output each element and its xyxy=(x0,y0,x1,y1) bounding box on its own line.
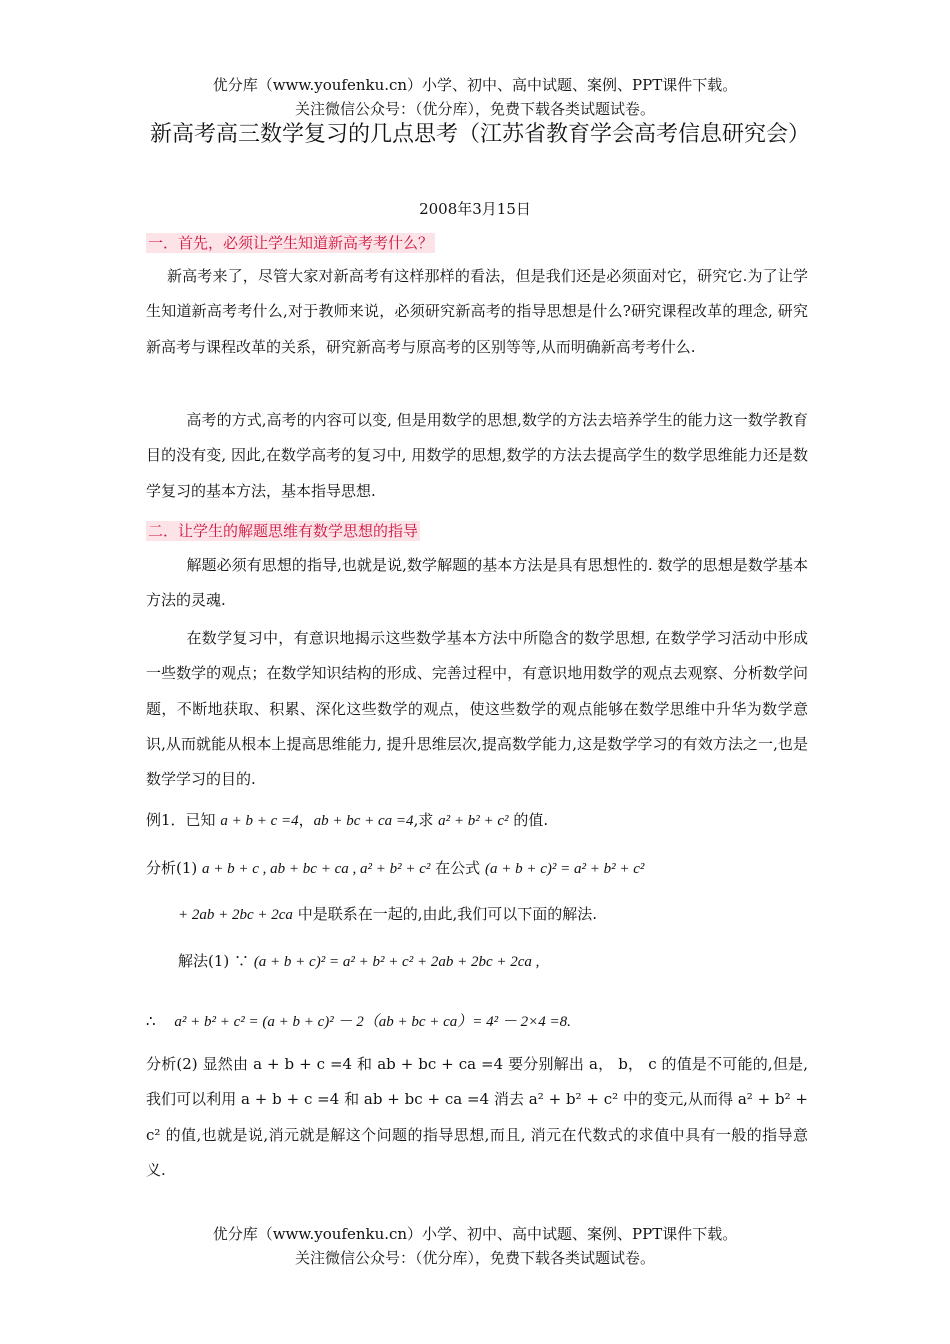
section-1-paragraph-2: 高考的方式,高考的内容可以变, 但是用数学的思想,数学的方法去培养学生的能力这一数学教育目的没有变, 因此,在数学高考的复习中, 用数学的思想,数学的方法去提高学生的数学思维能力还是数学复习的基本方法，基本指导思想. xyxy=(146,411,808,500)
analysis-1-continuation-text: 中是联系在一起的,由此,我们可以下面的解法. xyxy=(297,905,598,923)
analysis-1-continuation xyxy=(178,902,597,927)
example-label: 例1．已知 xyxy=(146,811,216,829)
example-condition-2: ab + bc + ca =4 xyxy=(313,813,414,829)
example-target: a² + b² + c² xyxy=(438,813,509,829)
page-title: 新高考高三数学复习的几点思考（江苏省教育学会高考信息研究会） xyxy=(150,122,811,147)
example-tail: 的值. xyxy=(513,811,549,829)
section-1-paragraph-1: 新高考来了，尽管大家对新高考有这样那样的看法，但是我们还是必须面对它，研究它.为了让学生知道新高考考什么,对于教师来说，必须研究新高考的指导思想是什么?研究课程改革的理念, 研究新高考与课程改革的关系，研究新高考与原高考的区别等等,从而明确新高考考什么. xyxy=(146,267,808,356)
footer-line-1: 优分库（www.youfenku.cn）小学、初中、高中试题、案例、PPT课件下载。 xyxy=(212,1225,738,1243)
footer-line-2: 关注微信公众号：（优分库），免费下载各类试题试卷。 xyxy=(294,1249,655,1267)
section-2-paragraph-2: 在数学复习中，有意识地揭示这些数学基本方法中所隐含的数学思想, 在数学学习活动中形成一些数学的观点；在数学知识结构的形成、完善过程中，有意识地用数学的观点去观察、分析数学问题，不断地获取、积累、深化这些数学的观点，使这些数学的观点能够在数学思维中升华为数学意识,从而就能从根本上提高思维能力, 提升思维层次,提高数学能力,这是数学学习的有效方法之一,也是数学学习的目的. xyxy=(146,629,808,789)
example-separator: ， xyxy=(298,811,314,829)
analysis-1-formula: (a + b + c)² = a² + b² + c² xyxy=(484,861,645,877)
example-1 xyxy=(146,808,548,833)
example-ask: ,求 xyxy=(413,811,434,829)
analysis-1-expressions: a + b + c , ab + bc + ca , a² + b² + c² xyxy=(202,861,431,877)
analysis-1-mid: 在公式 xyxy=(435,859,481,877)
analysis-1-continuation-formula: + 2ab + 2bc + 2ca xyxy=(178,907,293,923)
therefore-symbol: ∴ xyxy=(146,1012,156,1030)
section-1-heading: 一．首先，必须让学生知道新高考考什么？ xyxy=(148,234,434,252)
analysis-2-paragraph: 分析(2) 显然由 a + b + c =4 和 ab + bc + ca =4 要分别解出 a， b， c 的值是不可能的,但是,我们可以利用 a + b + c =4 和 ab + bc + ca =4 消去 a² + b² + c² 中的变元,从而得 a² + b² + c² 的值,也就是说,消元就是解这个问题的指导思想,而且, 消元在代数式的求值中具有一般的指导意义. xyxy=(146,1055,808,1179)
analysis-1-line xyxy=(146,856,644,881)
solution-1-label: 解法(1) ∵ xyxy=(178,952,250,970)
header-line-1: 优分库（www.youfenku.cn）小学、初中、高中试题、案例、PPT课件下载。 xyxy=(212,76,738,94)
therefore-formula: a² + b² + c² = (a + b + c)² － 2（ab + bc + ca）= 4² － 2×4 =8. xyxy=(174,1014,571,1030)
header-line-2: 关注微信公众号：（优分库），免费下载各类试题试卷。 xyxy=(294,100,655,118)
therefore-line xyxy=(146,1009,571,1034)
solution-1-line xyxy=(178,949,539,974)
date-line: 2008年3月15日 xyxy=(419,200,531,218)
analysis-1-label: 分析(1) xyxy=(146,859,198,877)
solution-1-formula: (a + b + c)² = a² + b² + c² + 2ab + 2bc + 2ca , xyxy=(253,954,540,970)
section-2-paragraph-1: 解题必须有思想的指导,也就是说,数学解题的基本方法是具有思想性的. 数学的思想是数学基本方法的灵魂. xyxy=(146,556,808,610)
example-condition-1: a + b + c =4 xyxy=(220,813,299,829)
section-2-heading: 二．让学生的解题思维有数学思想的指导 xyxy=(148,522,419,540)
